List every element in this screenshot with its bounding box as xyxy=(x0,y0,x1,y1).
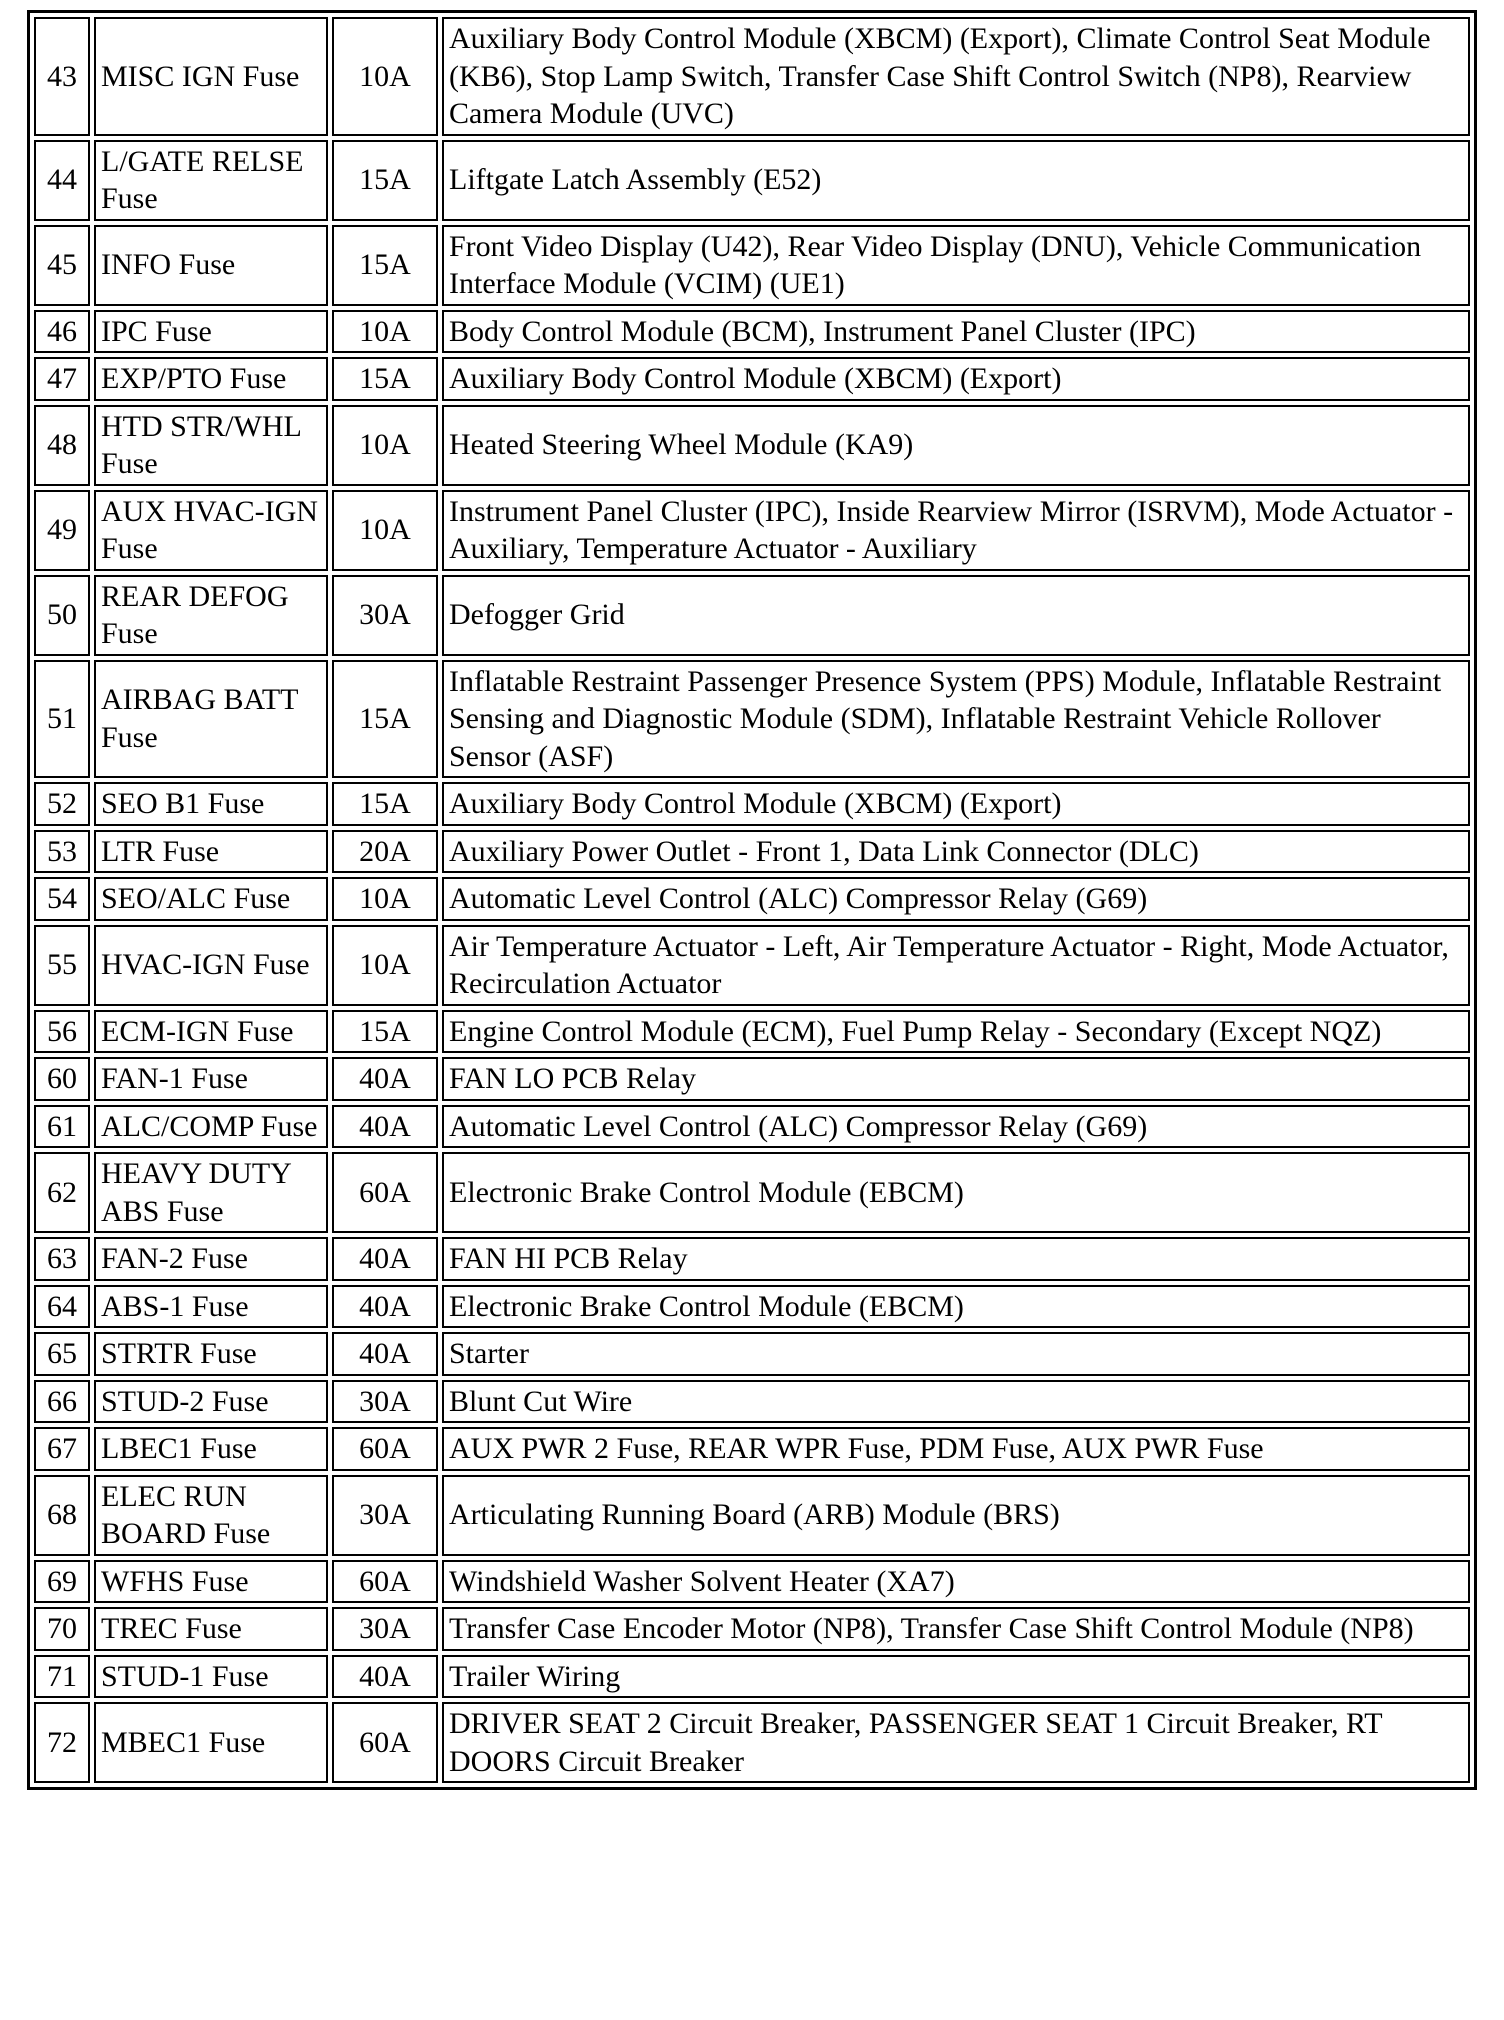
fuse-circuits-cell: Auxiliary Body Control Module (XBCM) (Export), Climate Control Seat Module (KB6), Stop Lamp Switch, Transfer Case Shift Control Switch (NP8), Rearview Camera Module (UVC) xyxy=(442,17,1470,136)
fuse-number-cell: 53 xyxy=(34,830,90,874)
table-row xyxy=(34,1332,1470,1376)
fuse-name-cell: HTD STR/WHL Fuse xyxy=(94,405,328,486)
fuse-circuits-cell: Auxiliary Body Control Module (XBCM) (Export) xyxy=(442,357,1470,401)
table-row xyxy=(34,1655,1470,1699)
fuse-number-cell: 52 xyxy=(34,782,90,826)
table-row xyxy=(34,1702,1470,1783)
table-row xyxy=(34,830,1470,874)
table-row xyxy=(34,660,1470,779)
fuse-circuits-cell: FAN LO PCB Relay xyxy=(442,1057,1470,1101)
fuse-circuits-cell: Blunt Cut Wire xyxy=(442,1380,1470,1424)
table-row xyxy=(34,1105,1470,1149)
table-row xyxy=(34,490,1470,571)
table-row xyxy=(34,310,1470,354)
fuse-amperage-cell: 15A xyxy=(332,357,438,401)
fuse-name-cell: LTR Fuse xyxy=(94,830,328,874)
fuse-circuits-cell: AUX PWR 2 Fuse, REAR WPR Fuse, PDM Fuse, AUX PWR Fuse xyxy=(442,1427,1470,1471)
fuse-name-cell: TREC Fuse xyxy=(94,1607,328,1651)
fuse-amperage-cell: 15A xyxy=(332,225,438,306)
fuse-circuits-cell: Engine Control Module (ECM), Fuel Pump Relay - Secondary (Except NQZ) xyxy=(442,1010,1470,1054)
fuse-circuits-cell: Electronic Brake Control Module (EBCM) xyxy=(442,1285,1470,1329)
fuse-number-cell: 61 xyxy=(34,1105,90,1149)
fuse-number-cell: 60 xyxy=(34,1057,90,1101)
fuse-amperage-cell: 15A xyxy=(332,660,438,779)
fuse-amperage-cell: 60A xyxy=(332,1560,438,1604)
fuse-name-cell: ALC/COMP Fuse xyxy=(94,1105,328,1149)
fuse-number-cell: 64 xyxy=(34,1285,90,1329)
fuse-amperage-cell: 30A xyxy=(332,1380,438,1424)
fuse-circuits-cell: Trailer Wiring xyxy=(442,1655,1470,1699)
fuse-name-cell: HVAC-IGN Fuse xyxy=(94,925,328,1006)
fuse-circuits-cell: Windshield Washer Solvent Heater (XA7) xyxy=(442,1560,1470,1604)
fuse-name-cell: STUD-2 Fuse xyxy=(94,1380,328,1424)
fuse-number-cell: 69 xyxy=(34,1560,90,1604)
fuse-name-cell: LBEC1 Fuse xyxy=(94,1427,328,1471)
fuse-amperage-cell: 40A xyxy=(332,1655,438,1699)
fuse-name-cell: INFO Fuse xyxy=(94,225,328,306)
fuse-amperage-cell: 15A xyxy=(332,1010,438,1054)
fuse-amperage-cell: 40A xyxy=(332,1057,438,1101)
table-row xyxy=(34,575,1470,656)
fuse-amperage-cell: 10A xyxy=(332,405,438,486)
fuse-name-cell: AIRBAG BATT Fuse xyxy=(94,660,328,779)
fuse-circuits-cell: Electronic Brake Control Module (EBCM) xyxy=(442,1152,1470,1233)
fuse-amperage-cell: 40A xyxy=(332,1285,438,1329)
fuse-number-cell: 50 xyxy=(34,575,90,656)
fuse-circuits-cell: Automatic Level Control (ALC) Compressor Relay (G69) xyxy=(442,877,1470,921)
fuse-amperage-cell: 30A xyxy=(332,1475,438,1556)
fuse-name-cell: HEAVY DUTY ABS Fuse xyxy=(94,1152,328,1233)
table-row xyxy=(34,1427,1470,1471)
fuse-table xyxy=(27,10,1477,1790)
table-row xyxy=(34,1057,1470,1101)
fuse-circuits-cell: DRIVER SEAT 2 Circuit Breaker, PASSENGER SEAT 1 Circuit Breaker, RT DOORS Circuit Breaker xyxy=(442,1702,1470,1783)
fuse-name-cell: ABS-1 Fuse xyxy=(94,1285,328,1329)
fuse-circuits-cell: Auxiliary Power Outlet - Front 1, Data Link Connector (DLC) xyxy=(442,830,1470,874)
fuse-circuits-cell: Front Video Display (U42), Rear Video Display (DNU), Vehicle Communication Interface Module (VCIM) (UE1) xyxy=(442,225,1470,306)
fuse-circuits-cell: Automatic Level Control (ALC) Compressor Relay (G69) xyxy=(442,1105,1470,1149)
fuse-number-cell: 51 xyxy=(34,660,90,779)
fuse-amperage-cell: 15A xyxy=(332,140,438,221)
fuse-name-cell: AUX HVAC-IGN Fuse xyxy=(94,490,328,571)
fuse-name-cell: REAR DEFOG Fuse xyxy=(94,575,328,656)
table-row xyxy=(34,1152,1470,1233)
fuse-amperage-cell: 30A xyxy=(332,575,438,656)
fuse-name-cell: STUD-1 Fuse xyxy=(94,1655,328,1699)
fuse-circuits-cell: Liftgate Latch Assembly (E52) xyxy=(442,140,1470,221)
fuse-name-cell: SEO B1 Fuse xyxy=(94,782,328,826)
fuse-name-cell: SEO/ALC Fuse xyxy=(94,877,328,921)
fuse-amperage-cell: 60A xyxy=(332,1152,438,1233)
fuse-name-cell: MISC IGN Fuse xyxy=(94,17,328,136)
fuse-number-cell: 45 xyxy=(34,225,90,306)
fuse-amperage-cell: 30A xyxy=(332,1607,438,1651)
table-row xyxy=(34,1380,1470,1424)
fuse-number-cell: 72 xyxy=(34,1702,90,1783)
table-row xyxy=(34,877,1470,921)
fuse-circuits-cell: Inflatable Restraint Passenger Presence System (PPS) Module, Inflatable Restraint Sensing and Diagnostic Module (SDM), Inflatable Restraint Vehicle Rollover Sensor (ASF) xyxy=(442,660,1470,779)
fuse-name-cell: FAN-2 Fuse xyxy=(94,1237,328,1281)
fuse-circuits-cell: Body Control Module (BCM), Instrument Panel Cluster (IPC) xyxy=(442,310,1470,354)
fuse-name-cell: EXP/PTO Fuse xyxy=(94,357,328,401)
fuse-amperage-cell: 40A xyxy=(332,1105,438,1149)
fuse-number-cell: 65 xyxy=(34,1332,90,1376)
table-row xyxy=(34,782,1470,826)
fuse-number-cell: 43 xyxy=(34,17,90,136)
table-row xyxy=(34,357,1470,401)
table-row xyxy=(34,17,1470,136)
fuse-number-cell: 56 xyxy=(34,1010,90,1054)
fuse-number-cell: 54 xyxy=(34,877,90,921)
fuse-circuits-cell: Transfer Case Encoder Motor (NP8), Transfer Case Shift Control Module (NP8) xyxy=(442,1607,1470,1651)
fuse-number-cell: 66 xyxy=(34,1380,90,1424)
fuse-circuits-cell: Starter xyxy=(442,1332,1470,1376)
fuse-amperage-cell: 60A xyxy=(332,1427,438,1471)
fuse-name-cell: ECM-IGN Fuse xyxy=(94,1010,328,1054)
fuse-name-cell: ELEC RUN BOARD Fuse xyxy=(94,1475,328,1556)
table-row xyxy=(34,1560,1470,1604)
table-row xyxy=(34,1475,1470,1556)
fuse-circuits-cell: Instrument Panel Cluster (IPC), Inside Rearview Mirror (ISRVM), Mode Actuator - Auxiliary, Temperature Actuator - Auxiliary xyxy=(442,490,1470,571)
table-row xyxy=(34,225,1470,306)
table-row xyxy=(34,1237,1470,1281)
fuse-number-cell: 48 xyxy=(34,405,90,486)
fuse-circuits-cell: Air Temperature Actuator - Left, Air Temperature Actuator - Right, Mode Actuator, Recirculation Actuator xyxy=(442,925,1470,1006)
fuse-amperage-cell: 10A xyxy=(332,877,438,921)
fuse-number-cell: 49 xyxy=(34,490,90,571)
table-row xyxy=(34,925,1470,1006)
fuse-name-cell: L/GATE RELSE Fuse xyxy=(94,140,328,221)
fuse-circuits-cell: Articulating Running Board (ARB) Module (BRS) xyxy=(442,1475,1470,1556)
fuse-circuits-cell: Auxiliary Body Control Module (XBCM) (Export) xyxy=(442,782,1470,826)
fuse-name-cell: WFHS Fuse xyxy=(94,1560,328,1604)
fuse-number-cell: 67 xyxy=(34,1427,90,1471)
fuse-amperage-cell: 10A xyxy=(332,490,438,571)
fuse-number-cell: 63 xyxy=(34,1237,90,1281)
fuse-amperage-cell: 40A xyxy=(332,1237,438,1281)
fuse-amperage-cell: 40A xyxy=(332,1332,438,1376)
fuse-number-cell: 62 xyxy=(34,1152,90,1233)
fuse-amperage-cell: 15A xyxy=(332,782,438,826)
table-row xyxy=(34,1607,1470,1651)
fuse-amperage-cell: 10A xyxy=(332,17,438,136)
fuse-number-cell: 47 xyxy=(34,357,90,401)
fuse-number-cell: 68 xyxy=(34,1475,90,1556)
fuse-table-body xyxy=(34,17,1470,1783)
fuse-number-cell: 70 xyxy=(34,1607,90,1651)
fuse-name-cell: MBEC1 Fuse xyxy=(94,1702,328,1783)
fuse-number-cell: 44 xyxy=(34,140,90,221)
fuse-circuits-cell: Heated Steering Wheel Module (KA9) xyxy=(442,405,1470,486)
table-row xyxy=(34,140,1470,221)
fuse-name-cell: FAN-1 Fuse xyxy=(94,1057,328,1101)
table-row xyxy=(34,1285,1470,1329)
fuse-amperage-cell: 20A xyxy=(332,830,438,874)
table-row xyxy=(34,405,1470,486)
fuse-amperage-cell: 10A xyxy=(332,310,438,354)
fuse-name-cell: IPC Fuse xyxy=(94,310,328,354)
fuse-number-cell: 71 xyxy=(34,1655,90,1699)
fuse-number-cell: 46 xyxy=(34,310,90,354)
fuse-amperage-cell: 10A xyxy=(332,925,438,1006)
fuse-circuits-cell: FAN HI PCB Relay xyxy=(442,1237,1470,1281)
fuse-number-cell: 55 xyxy=(34,925,90,1006)
fuse-circuits-cell: Defogger Grid xyxy=(442,575,1470,656)
fuse-amperage-cell: 60A xyxy=(332,1702,438,1783)
table-row xyxy=(34,1010,1470,1054)
fuse-name-cell: STRTR Fuse xyxy=(94,1332,328,1376)
